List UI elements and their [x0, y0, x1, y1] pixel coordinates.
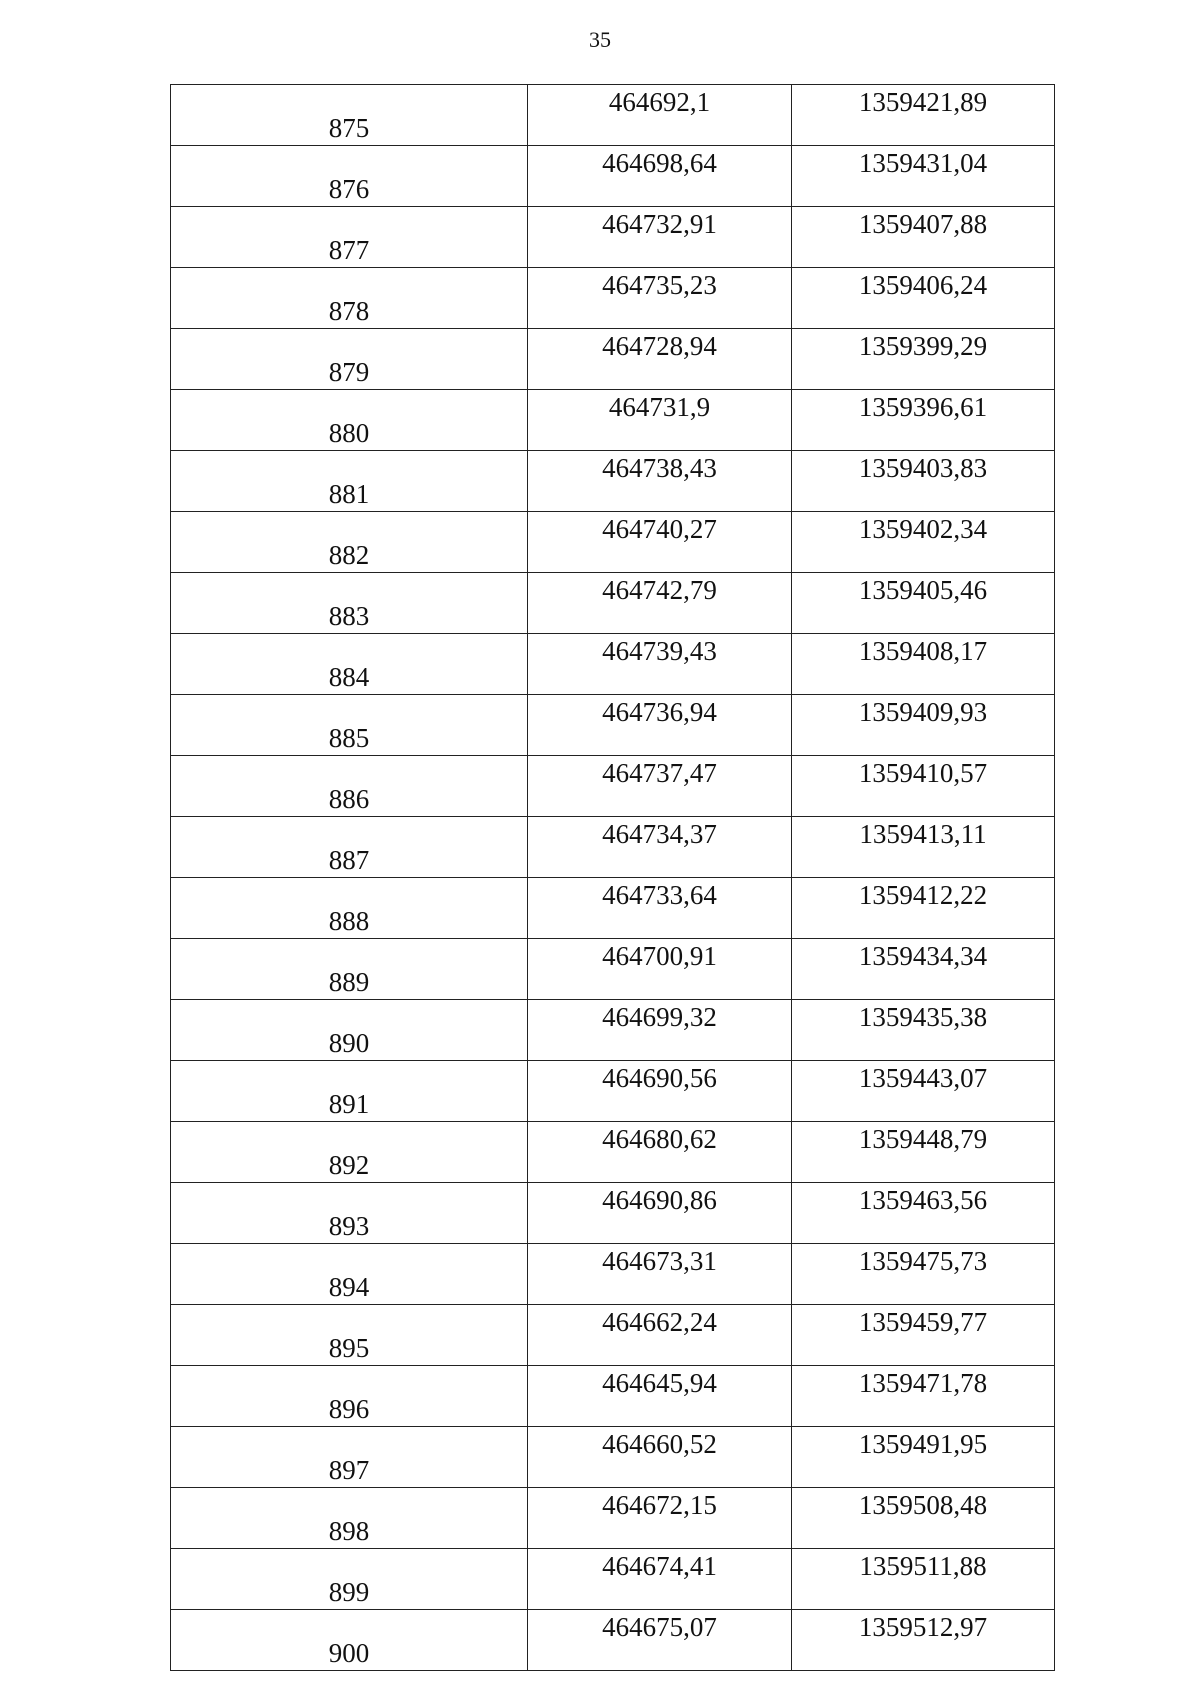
- point-number: 899: [171, 1549, 528, 1610]
- table-row: [171, 1244, 1055, 1305]
- point-number: 898: [171, 1488, 528, 1549]
- point-number: 896: [171, 1366, 528, 1427]
- coordinate-x: 464734,37: [528, 817, 792, 878]
- table-row: [171, 1183, 1055, 1244]
- point-number: 875: [171, 85, 528, 146]
- coordinate-y: 1359396,61: [792, 390, 1055, 451]
- table-row: [171, 1061, 1055, 1122]
- table-row: [171, 451, 1055, 512]
- coordinate-y: 1359406,24: [792, 268, 1055, 329]
- coordinate-y: 1359435,38: [792, 1000, 1055, 1061]
- coordinate-x: 464737,47: [528, 756, 792, 817]
- coordinate-y: 1359475,73: [792, 1244, 1055, 1305]
- coordinate-x: 464680,62: [528, 1122, 792, 1183]
- coordinate-x: 464738,43: [528, 451, 792, 512]
- table-row: [171, 1122, 1055, 1183]
- point-number: 887: [171, 817, 528, 878]
- table-row: [171, 573, 1055, 634]
- point-number: 891: [171, 1061, 528, 1122]
- table-row: [171, 1549, 1055, 1610]
- coordinate-x: 464674,41: [528, 1549, 792, 1610]
- point-number: 876: [171, 146, 528, 207]
- point-number: 882: [171, 512, 528, 573]
- point-number: 890: [171, 1000, 528, 1061]
- table-row: [171, 1305, 1055, 1366]
- table-row: [171, 268, 1055, 329]
- table-row: [171, 207, 1055, 268]
- table-row: [171, 695, 1055, 756]
- point-number: 878: [171, 268, 528, 329]
- point-number: 897: [171, 1427, 528, 1488]
- point-number: 880: [171, 390, 528, 451]
- table-row: [171, 817, 1055, 878]
- coordinate-x: 464736,94: [528, 695, 792, 756]
- coordinate-x: 464735,23: [528, 268, 792, 329]
- point-number: 893: [171, 1183, 528, 1244]
- coordinate-x: 464733,64: [528, 878, 792, 939]
- point-number: 886: [171, 756, 528, 817]
- coordinate-x: 464692,1: [528, 85, 792, 146]
- coordinate-x: 464740,27: [528, 512, 792, 573]
- coordinate-x: 464675,07: [528, 1610, 792, 1671]
- table-row: [171, 85, 1055, 146]
- coordinate-x: 464732,91: [528, 207, 792, 268]
- point-number: 895: [171, 1305, 528, 1366]
- table-row: [171, 1427, 1055, 1488]
- coordinate-y: 1359409,93: [792, 695, 1055, 756]
- coordinate-x: 464690,56: [528, 1061, 792, 1122]
- coordinate-y: 1359431,04: [792, 146, 1055, 207]
- point-number: 879: [171, 329, 528, 390]
- coordinate-y: 1359443,07: [792, 1061, 1055, 1122]
- table-row: [171, 1000, 1055, 1061]
- table-row: [171, 1488, 1055, 1549]
- coordinate-x: 464698,64: [528, 146, 792, 207]
- point-number: 885: [171, 695, 528, 756]
- coordinate-x: 464673,31: [528, 1244, 792, 1305]
- coordinate-y: 1359402,34: [792, 512, 1055, 573]
- coordinate-x: 464739,43: [528, 634, 792, 695]
- table-row: [171, 1366, 1055, 1427]
- coordinate-y: 1359410,57: [792, 756, 1055, 817]
- table-row: [171, 756, 1055, 817]
- coordinate-y: 1359463,56: [792, 1183, 1055, 1244]
- coordinate-x: 464699,32: [528, 1000, 792, 1061]
- point-number: 881: [171, 451, 528, 512]
- coordinate-y: 1359448,79: [792, 1122, 1055, 1183]
- coordinate-x: 464731,9: [528, 390, 792, 451]
- coordinate-y: 1359471,78: [792, 1366, 1055, 1427]
- point-number: 900: [171, 1610, 528, 1671]
- point-number: 894: [171, 1244, 528, 1305]
- point-number: 877: [171, 207, 528, 268]
- table-row: [171, 329, 1055, 390]
- coordinate-x: 464660,52: [528, 1427, 792, 1488]
- table-row: [171, 1610, 1055, 1671]
- coordinate-x: 464690,86: [528, 1183, 792, 1244]
- coordinate-x: 464672,15: [528, 1488, 792, 1549]
- coordinate-x: 464728,94: [528, 329, 792, 390]
- point-number: 892: [171, 1122, 528, 1183]
- coordinates-table-body: [171, 85, 1055, 1671]
- table-row: [171, 878, 1055, 939]
- coordinate-y: 1359508,48: [792, 1488, 1055, 1549]
- coordinate-y: 1359403,83: [792, 451, 1055, 512]
- coordinate-y: 1359405,46: [792, 573, 1055, 634]
- coordinate-y: 1359413,11: [792, 817, 1055, 878]
- table-row: [171, 390, 1055, 451]
- table-row: [171, 634, 1055, 695]
- coordinate-y: 1359412,22: [792, 878, 1055, 939]
- coordinate-x: 464645,94: [528, 1366, 792, 1427]
- coordinate-x: 464742,79: [528, 573, 792, 634]
- coordinate-y: 1359511,88: [792, 1549, 1055, 1610]
- table-row: [171, 939, 1055, 1000]
- coordinate-y: 1359434,34: [792, 939, 1055, 1000]
- point-number: 889: [171, 939, 528, 1000]
- point-number: 884: [171, 634, 528, 695]
- coordinates-table: [170, 84, 1055, 1671]
- table-row: [171, 512, 1055, 573]
- coordinate-y: 1359421,89: [792, 85, 1055, 146]
- coordinate-y: 1359459,77: [792, 1305, 1055, 1366]
- point-number: 888: [171, 878, 528, 939]
- coordinate-y: 1359408,17: [792, 634, 1055, 695]
- coordinate-y: 1359512,97: [792, 1610, 1055, 1671]
- coordinate-y: 1359407,88: [792, 207, 1055, 268]
- table-row: [171, 146, 1055, 207]
- coordinate-x: 464700,91: [528, 939, 792, 1000]
- page-number: 35: [589, 27, 611, 52]
- coordinate-x: 464662,24: [528, 1305, 792, 1366]
- coordinate-y: 1359399,29: [792, 329, 1055, 390]
- point-number: 883: [171, 573, 528, 634]
- coordinate-y: 1359491,95: [792, 1427, 1055, 1488]
